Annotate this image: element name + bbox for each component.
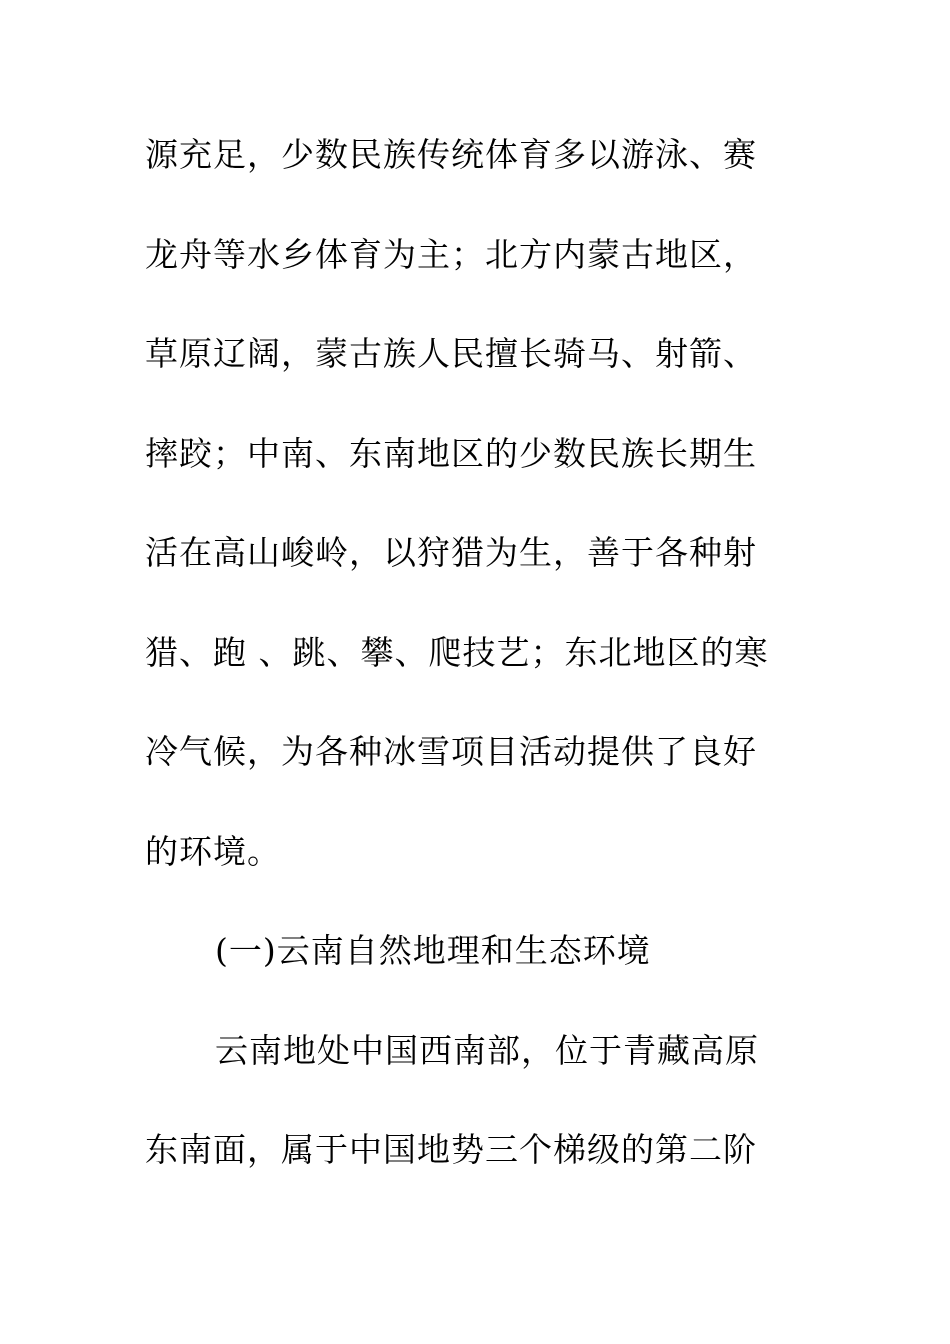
text-line-2: 龙舟等水乡体育为主；北方内蒙古地区， (145, 234, 757, 274)
text-line-8: 的环境。 (145, 831, 281, 871)
text-line-7: 冷气候，为各种冰雪项目活动提供了良好 (145, 732, 757, 771)
body-text (145, 125, 805, 1220)
text-line-3: 草原辽阔，蒙古族人民擅长骑马、射箭、 (145, 334, 757, 373)
text-line-1: 源充足，少数民族传统体育多以游泳、赛 (145, 135, 757, 174)
text-line-4: 摔跤；中南、东南地区的少数民族长期生 (145, 433, 757, 473)
text-line-5: 活在高山峻岭，以狩猎为生，善于各种射 (145, 533, 757, 572)
text-line-6: 猎、跑 、跳、攀、爬技艺；东北地区的寒 (145, 632, 769, 672)
text-line-11: 东南面，属于中国地势三个梯级的第二阶 (145, 1130, 757, 1169)
text-line-10: 云南地处中国西南部，位于青藏高原 (215, 1030, 759, 1070)
section-heading: (一)云南自然地理和生态环境 (215, 931, 651, 970)
